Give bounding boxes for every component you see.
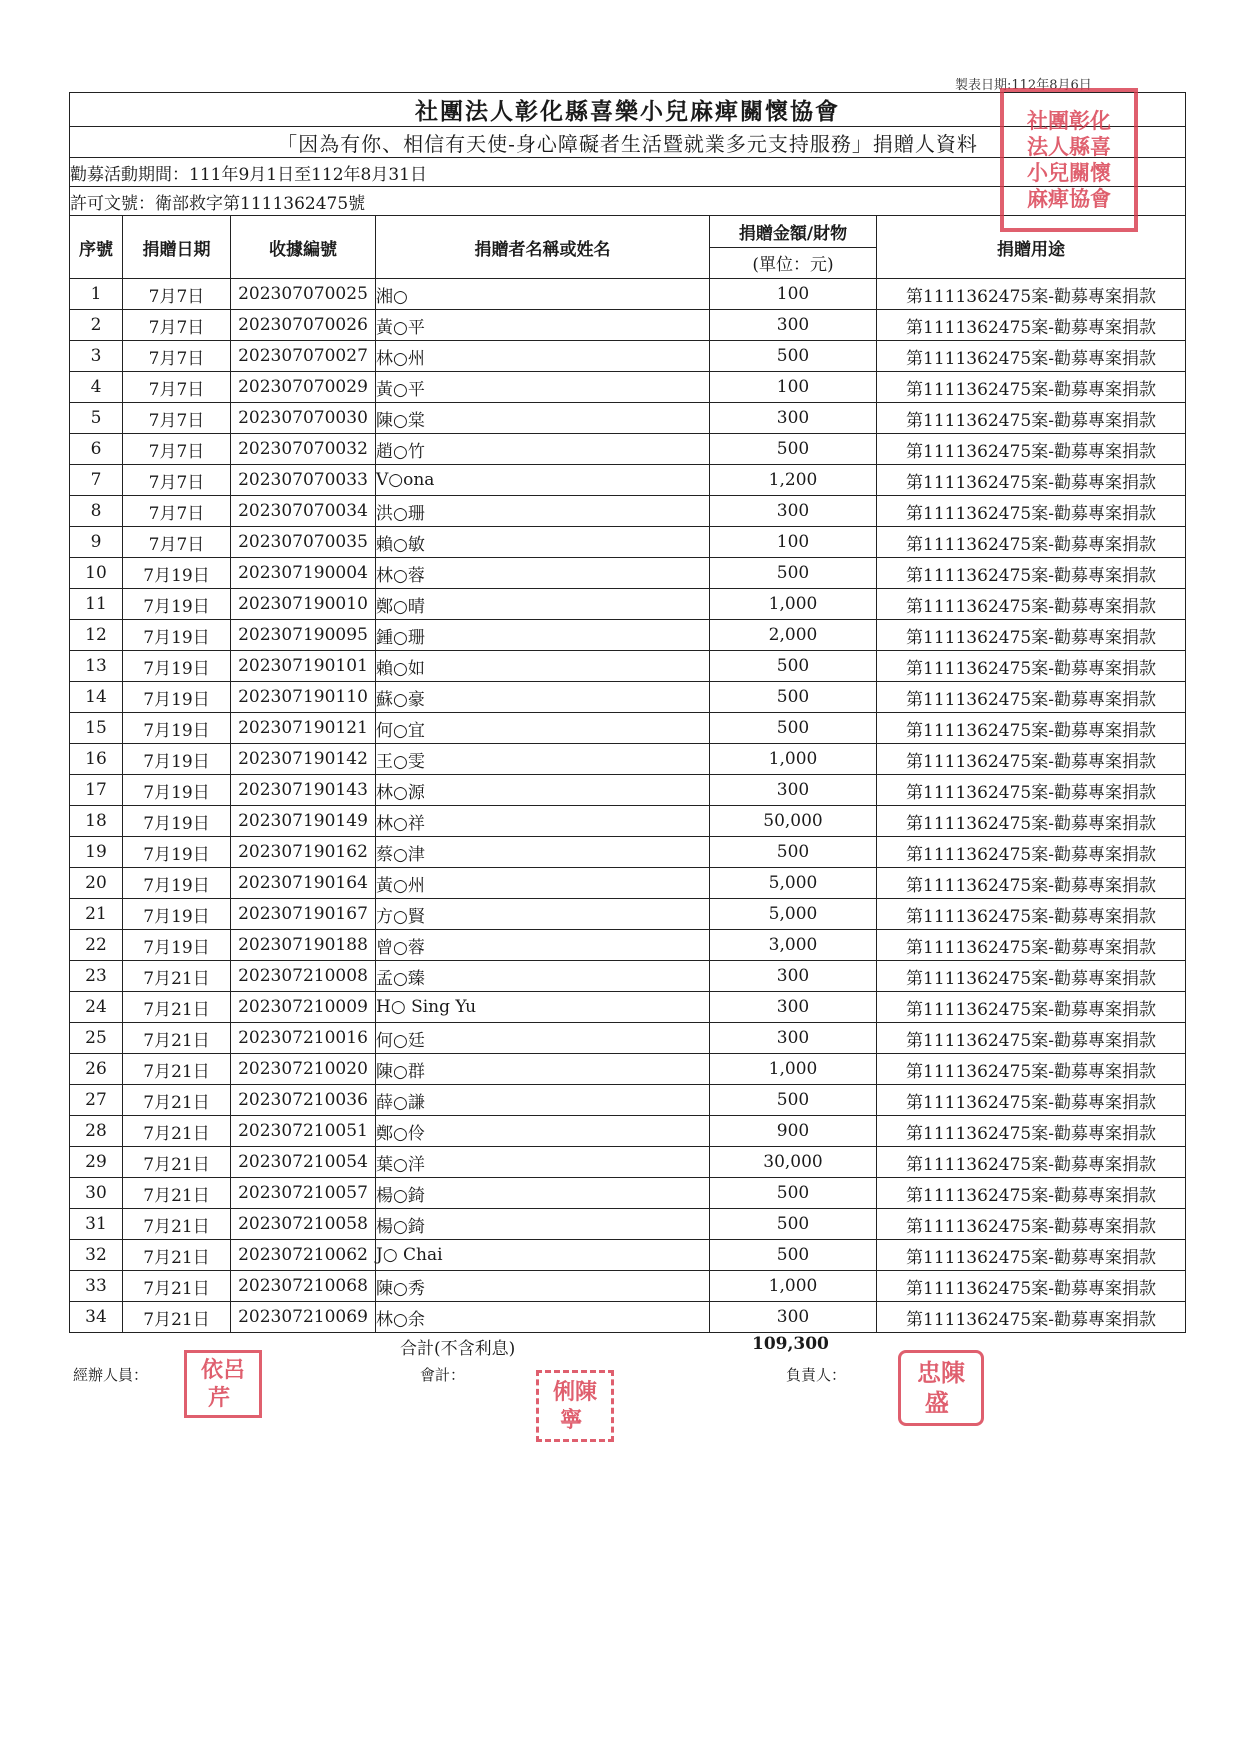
table-row	[70, 403, 1186, 434]
row-amount: 30,000	[710, 1147, 877, 1178]
row-amount: 5,000	[710, 868, 877, 899]
row-donor: 林○蓉	[376, 558, 710, 589]
row-date: 7月19日	[123, 806, 231, 837]
row-amount: 1,000	[710, 589, 877, 620]
accountant-label: 會計：	[420, 1366, 466, 1384]
row-receipt: 202307190095	[231, 620, 376, 651]
accountant-seal-stamp: 俐陳 寧	[536, 1370, 614, 1442]
row-receipt: 202307210036	[231, 1085, 376, 1116]
row-donor: 林○州	[376, 341, 710, 372]
row-amount: 500	[710, 1085, 877, 1116]
row-date: 7月7日	[123, 434, 231, 465]
row-purpose: 第1111362475案-勸募專案捐款	[877, 775, 1186, 806]
row-date: 7月19日	[123, 868, 231, 899]
table-row	[70, 310, 1186, 341]
table-row	[70, 682, 1186, 713]
responsible-seal-stamp: 忠陳 盛	[898, 1350, 984, 1426]
row-purpose: 第1111362475案-勸募專案捐款	[877, 372, 1186, 403]
row-donor: 葉○洋	[376, 1147, 710, 1178]
row-amount: 1,000	[710, 744, 877, 775]
table-row	[70, 837, 1186, 868]
row-seq: 24	[70, 992, 123, 1023]
row-date: 7月21日	[123, 992, 231, 1023]
donor-table	[69, 92, 1186, 1333]
campaign-period: 勸募活動期間：111年9月1日至112年8月31日	[70, 158, 1186, 187]
row-donor: 陳○秀	[376, 1271, 710, 1302]
row-seq: 31	[70, 1209, 123, 1240]
row-amount: 500	[710, 1240, 877, 1271]
row-seq: 14	[70, 682, 123, 713]
row-donor: 趙○竹	[376, 434, 710, 465]
table-row	[70, 1209, 1186, 1240]
row-receipt: 202307210058	[231, 1209, 376, 1240]
header-amount-unit: (單位：元)	[710, 247, 877, 279]
row-donor: 蔡○津	[376, 837, 710, 868]
row-purpose: 第1111362475案-勸募專案捐款	[877, 682, 1186, 713]
row-purpose: 第1111362475案-勸募專案捐款	[877, 1302, 1186, 1333]
header-purpose: 捐贈用途	[877, 216, 1186, 279]
table-row	[70, 1085, 1186, 1116]
row-purpose: 第1111362475案-勸募專案捐款	[877, 1240, 1186, 1271]
row-amount: 300	[710, 1023, 877, 1054]
handler-seal-stamp: 依呂 芹	[184, 1350, 262, 1418]
row-amount: 300	[710, 496, 877, 527]
row-receipt: 202307190101	[231, 651, 376, 682]
row-seq: 23	[70, 961, 123, 992]
row-amount: 500	[710, 682, 877, 713]
row-date: 7月7日	[123, 465, 231, 496]
row-donor: 湘○	[376, 279, 710, 310]
row-receipt: 202307070035	[231, 527, 376, 558]
row-date: 7月19日	[123, 899, 231, 930]
row-date: 7月19日	[123, 930, 231, 961]
row-receipt: 202307210057	[231, 1178, 376, 1209]
row-donor: 洪○珊	[376, 496, 710, 527]
row-date: 7月21日	[123, 1178, 231, 1209]
row-receipt: 202307070025	[231, 279, 376, 310]
table-row	[70, 651, 1186, 682]
table-row	[70, 806, 1186, 837]
row-date: 7月19日	[123, 775, 231, 806]
row-amount: 300	[710, 403, 877, 434]
row-amount: 500	[710, 434, 877, 465]
row-amount: 1,000	[710, 1054, 877, 1085]
table-row	[70, 620, 1186, 651]
row-purpose: 第1111362475案-勸募專案捐款	[877, 403, 1186, 434]
row-purpose: 第1111362475案-勸募專案捐款	[877, 279, 1186, 310]
row-receipt: 202307210016	[231, 1023, 376, 1054]
row-purpose: 第1111362475案-勸募專案捐款	[877, 1209, 1186, 1240]
row-donor: 陳○棠	[376, 403, 710, 434]
row-amount: 500	[710, 837, 877, 868]
row-seq: 6	[70, 434, 123, 465]
row-purpose: 第1111362475案-勸募專案捐款	[877, 1147, 1186, 1178]
table-row	[70, 589, 1186, 620]
row-donor: 鄭○伶	[376, 1116, 710, 1147]
row-purpose: 第1111362475案-勸募專案捐款	[877, 341, 1186, 372]
table-row	[70, 527, 1186, 558]
row-amount: 5,000	[710, 899, 877, 930]
total-value: 109,300	[752, 1334, 829, 1354]
row-purpose: 第1111362475案-勸募專案捐款	[877, 1116, 1186, 1147]
row-date: 7月19日	[123, 558, 231, 589]
row-receipt: 202307210009	[231, 992, 376, 1023]
table-row	[70, 1240, 1186, 1271]
row-date: 7月19日	[123, 589, 231, 620]
table-row	[70, 1023, 1186, 1054]
row-seq: 12	[70, 620, 123, 651]
row-donor: 鄭○晴	[376, 589, 710, 620]
row-seq: 11	[70, 589, 123, 620]
row-donor: 林○余	[376, 1302, 710, 1333]
row-seq: 4	[70, 372, 123, 403]
row-receipt: 202307190143	[231, 775, 376, 806]
row-amount: 500	[710, 1178, 877, 1209]
row-purpose: 第1111362475案-勸募專案捐款	[877, 961, 1186, 992]
row-amount: 1,200	[710, 465, 877, 496]
row-amount: 500	[710, 1209, 877, 1240]
row-amount: 100	[710, 372, 877, 403]
table-row	[70, 775, 1186, 806]
row-date: 7月19日	[123, 713, 231, 744]
table-row	[70, 899, 1186, 930]
row-purpose: 第1111362475案-勸募專案捐款	[877, 868, 1186, 899]
row-donor: 曾○蓉	[376, 930, 710, 961]
table-row	[70, 465, 1186, 496]
row-receipt: 202307210020	[231, 1054, 376, 1085]
table-row	[70, 372, 1186, 403]
row-purpose: 第1111362475案-勸募專案捐款	[877, 992, 1186, 1023]
row-purpose: 第1111362475案-勸募專案捐款	[877, 744, 1186, 775]
table-row	[70, 930, 1186, 961]
row-seq: 34	[70, 1302, 123, 1333]
row-receipt: 202307210054	[231, 1147, 376, 1178]
row-receipt: 202307190004	[231, 558, 376, 589]
row-purpose: 第1111362475案-勸募專案捐款	[877, 1271, 1186, 1302]
row-seq: 20	[70, 868, 123, 899]
row-receipt: 202307070029	[231, 372, 376, 403]
row-date: 7月7日	[123, 372, 231, 403]
row-receipt: 202307210062	[231, 1240, 376, 1271]
row-seq: 33	[70, 1271, 123, 1302]
row-date: 7月7日	[123, 403, 231, 434]
row-donor: V○ona	[376, 465, 710, 496]
row-seq: 21	[70, 899, 123, 930]
row-receipt: 202307190149	[231, 806, 376, 837]
row-seq: 28	[70, 1116, 123, 1147]
row-seq: 16	[70, 744, 123, 775]
row-receipt: 202307210069	[231, 1302, 376, 1333]
row-receipt: 202307070030	[231, 403, 376, 434]
table-row	[70, 961, 1186, 992]
row-purpose: 第1111362475案-勸募專案捐款	[877, 620, 1186, 651]
row-amount: 50,000	[710, 806, 877, 837]
row-amount: 300	[710, 310, 877, 341]
row-receipt: 202307190167	[231, 899, 376, 930]
row-purpose: 第1111362475案-勸募專案捐款	[877, 465, 1186, 496]
row-seq: 19	[70, 837, 123, 868]
row-donor: 王○雯	[376, 744, 710, 775]
row-seq: 22	[70, 930, 123, 961]
table-row	[70, 279, 1186, 310]
table-row	[70, 868, 1186, 899]
row-donor: H○ Sing Yu	[376, 992, 710, 1023]
row-seq: 7	[70, 465, 123, 496]
row-receipt: 202307190110	[231, 682, 376, 713]
row-seq: 3	[70, 341, 123, 372]
row-purpose: 第1111362475案-勸募專案捐款	[877, 1085, 1186, 1116]
row-donor: 黃○平	[376, 372, 710, 403]
org-title: 社團法人彰化縣喜樂小兒麻痺關懷協會	[70, 93, 1186, 127]
row-date: 7月21日	[123, 1147, 231, 1178]
table-row	[70, 1302, 1186, 1333]
table-row	[70, 496, 1186, 527]
row-amount: 300	[710, 992, 877, 1023]
project-title: 「因為有你、相信有天使-身心障礙者生活暨就業多元支持服務」捐贈人資料	[70, 127, 1186, 158]
row-purpose: 第1111362475案-勸募專案捐款	[877, 930, 1186, 961]
row-seq: 2	[70, 310, 123, 341]
row-date: 7月21日	[123, 1209, 231, 1240]
handler-label: 經辦人員：	[73, 1366, 149, 1384]
table-row	[70, 744, 1186, 775]
row-purpose: 第1111362475案-勸募專案捐款	[877, 434, 1186, 465]
table-row	[70, 992, 1186, 1023]
row-donor: 薛○謙	[376, 1085, 710, 1116]
row-receipt: 202307190010	[231, 589, 376, 620]
permit-number: 許可文號：衛部救字第1111362475號	[70, 187, 1186, 216]
row-seq: 25	[70, 1023, 123, 1054]
row-receipt: 202307070033	[231, 465, 376, 496]
row-amount: 1,000	[710, 1271, 877, 1302]
row-date: 7月7日	[123, 279, 231, 310]
row-date: 7月21日	[123, 1302, 231, 1333]
row-receipt: 202307070034	[231, 496, 376, 527]
table-row	[70, 341, 1186, 372]
row-amount: 2,000	[710, 620, 877, 651]
row-amount: 3,000	[710, 930, 877, 961]
row-purpose: 第1111362475案-勸募專案捐款	[877, 310, 1186, 341]
row-seq: 29	[70, 1147, 123, 1178]
row-amount: 300	[710, 775, 877, 806]
row-seq: 15	[70, 713, 123, 744]
made-date: 製表日期:112年8月6日	[955, 78, 1092, 93]
row-amount: 100	[710, 279, 877, 310]
row-donor: 孟○臻	[376, 961, 710, 992]
row-seq: 30	[70, 1178, 123, 1209]
row-receipt: 202307210068	[231, 1271, 376, 1302]
row-purpose: 第1111362475案-勸募專案捐款	[877, 806, 1186, 837]
row-date: 7月7日	[123, 341, 231, 372]
row-seq: 5	[70, 403, 123, 434]
row-purpose: 第1111362475案-勸募專案捐款	[877, 899, 1186, 930]
row-date: 7月21日	[123, 1085, 231, 1116]
row-purpose: 第1111362475案-勸募專案捐款	[877, 527, 1186, 558]
row-donor: 陳○群	[376, 1054, 710, 1085]
row-purpose: 第1111362475案-勸募專案捐款	[877, 1054, 1186, 1085]
row-purpose: 第1111362475案-勸募專案捐款	[877, 558, 1186, 589]
row-purpose: 第1111362475案-勸募專案捐款	[877, 589, 1186, 620]
row-seq: 26	[70, 1054, 123, 1085]
row-receipt: 202307210008	[231, 961, 376, 992]
total-label: 合計(不含利息)	[400, 1339, 516, 1359]
row-seq: 9	[70, 527, 123, 558]
row-amount: 500	[710, 651, 877, 682]
row-purpose: 第1111362475案-勸募專案捐款	[877, 837, 1186, 868]
table-row	[70, 1147, 1186, 1178]
row-amount: 100	[710, 527, 877, 558]
row-receipt: 202307190142	[231, 744, 376, 775]
row-donor: 楊○錡	[376, 1178, 710, 1209]
row-receipt: 202307070032	[231, 434, 376, 465]
row-purpose: 第1111362475案-勸募專案捐款	[877, 496, 1186, 527]
row-amount: 500	[710, 713, 877, 744]
row-receipt: 202307190162	[231, 837, 376, 868]
header-amount: 捐贈金額/財物	[710, 216, 877, 248]
row-date: 7月19日	[123, 682, 231, 713]
row-seq: 13	[70, 651, 123, 682]
row-purpose: 第1111362475案-勸募專案捐款	[877, 713, 1186, 744]
row-date: 7月21日	[123, 1116, 231, 1147]
table-row	[70, 558, 1186, 589]
row-receipt: 202307070026	[231, 310, 376, 341]
row-donor: 楊○錡	[376, 1209, 710, 1240]
row-donor: 林○源	[376, 775, 710, 806]
org-seal-stamp: 社團彰化 法人縣喜 小兒關懷 麻痺協會	[1000, 88, 1138, 232]
row-receipt: 202307070027	[231, 341, 376, 372]
row-donor: 賴○如	[376, 651, 710, 682]
row-donor: 何○廷	[376, 1023, 710, 1054]
row-receipt: 202307190121	[231, 713, 376, 744]
row-purpose: 第1111362475案-勸募專案捐款	[877, 1023, 1186, 1054]
table-row	[70, 1271, 1186, 1302]
header-donor: 捐贈者名稱或姓名	[376, 216, 710, 279]
header-date: 捐贈日期	[123, 216, 231, 279]
row-date: 7月19日	[123, 651, 231, 682]
row-date: 7月7日	[123, 496, 231, 527]
row-date: 7月21日	[123, 961, 231, 992]
row-purpose: 第1111362475案-勸募專案捐款	[877, 651, 1186, 682]
row-donor: 黃○州	[376, 868, 710, 899]
row-donor: 何○宜	[376, 713, 710, 744]
row-seq: 32	[70, 1240, 123, 1271]
row-seq: 8	[70, 496, 123, 527]
row-amount: 300	[710, 1302, 877, 1333]
row-seq: 1	[70, 279, 123, 310]
row-amount: 900	[710, 1116, 877, 1147]
row-receipt: 202307190164	[231, 868, 376, 899]
row-donor: 鍾○珊	[376, 620, 710, 651]
row-receipt: 202307210051	[231, 1116, 376, 1147]
row-seq: 18	[70, 806, 123, 837]
row-date: 7月19日	[123, 744, 231, 775]
row-receipt: 202307190188	[231, 930, 376, 961]
row-amount: 300	[710, 961, 877, 992]
row-date: 7月21日	[123, 1023, 231, 1054]
table-row	[70, 713, 1186, 744]
row-seq: 27	[70, 1085, 123, 1116]
table-body	[70, 279, 1186, 1333]
row-date: 7月7日	[123, 527, 231, 558]
row-date: 7月21日	[123, 1271, 231, 1302]
row-donor: J○ Chai	[376, 1240, 710, 1271]
row-date: 7月7日	[123, 310, 231, 341]
row-date: 7月19日	[123, 837, 231, 868]
table-row	[70, 1178, 1186, 1209]
row-seq: 10	[70, 558, 123, 589]
header-receipt: 收據編號	[231, 216, 376, 279]
row-date: 7月21日	[123, 1240, 231, 1271]
responsible-label: 負責人：	[786, 1366, 847, 1384]
row-date: 7月21日	[123, 1054, 231, 1085]
row-amount: 500	[710, 558, 877, 589]
row-purpose: 第1111362475案-勸募專案捐款	[877, 1178, 1186, 1209]
table-row	[70, 1054, 1186, 1085]
row-donor: 黃○平	[376, 310, 710, 341]
table-row	[70, 1116, 1186, 1147]
table-row	[70, 434, 1186, 465]
row-date: 7月19日	[123, 620, 231, 651]
row-donor: 方○賢	[376, 899, 710, 930]
row-seq: 17	[70, 775, 123, 806]
row-donor: 林○祥	[376, 806, 710, 837]
header-seq: 序號	[70, 216, 123, 279]
row-donor: 賴○敏	[376, 527, 710, 558]
row-amount: 500	[710, 341, 877, 372]
row-donor: 蘇○豪	[376, 682, 710, 713]
